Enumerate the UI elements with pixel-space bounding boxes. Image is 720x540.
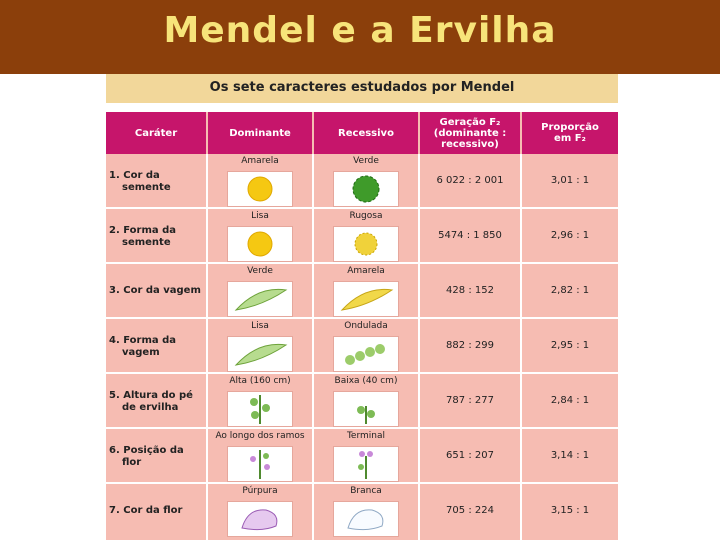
recessive-trait-label: Amarela (347, 266, 385, 276)
row-label (109, 225, 207, 249)
yellow-smooth-seed-icon (227, 171, 293, 207)
recessive-trait-label: Branca (350, 486, 382, 496)
recessive-trait-label: Baixa (40 cm) (334, 376, 398, 386)
column-header-proporcao (522, 112, 618, 154)
row-label-line1: 4. Forma da (109, 335, 177, 346)
row-label-line2: vagem (122, 347, 160, 358)
column-header-geracao (420, 112, 520, 154)
f2-ratio: 3,14 : 1 (550, 450, 590, 461)
white-flower-icon (333, 501, 399, 537)
column-header-recessivo-label: Recessivo (338, 127, 394, 139)
dominant-trait-label: Ao longo dos ramos (215, 431, 305, 441)
row-label (109, 445, 207, 469)
column-header-geracao-line1: Geração F₂ (439, 116, 501, 128)
table-row (106, 374, 618, 429)
terminal-flower-icon (333, 446, 399, 482)
purple-flower-icon (227, 501, 293, 537)
spacer-band (106, 103, 618, 112)
f2-count: 882 : 299 (446, 340, 494, 351)
green-pod-icon (227, 281, 293, 317)
f2-ratio: 2,84 : 1 (550, 395, 590, 406)
column-header-geracao-line3: recessivo) (441, 138, 499, 150)
f2-ratio: 3,01 : 1 (550, 175, 590, 186)
row-label-line1: 6. Posição da (109, 445, 184, 456)
green-seed-icon (333, 171, 399, 207)
figure-title: Os sete caracteres estudados por Mendel (209, 80, 515, 95)
f2-count: 5474 : 1 850 (438, 230, 502, 241)
tall-plant-icon (227, 391, 293, 427)
row-label-line2: flor (122, 457, 142, 468)
dominant-trait-label: Amarela (241, 156, 279, 166)
table-row (106, 319, 618, 374)
table-row (106, 154, 618, 209)
column-header-proporcao-line2: em F₂ (554, 133, 586, 144)
column-header-recessivo (314, 112, 418, 154)
f2-count: 705 : 224 (446, 505, 494, 516)
recessive-trait-label: Rugosa (349, 211, 383, 221)
table-row (106, 429, 618, 484)
column-header-proporcao-line1: Proporção (541, 122, 599, 133)
row-label-line2: semente (122, 182, 171, 193)
row-label-line1: 2. Forma da (109, 225, 177, 236)
dominant-trait-label: Lisa (251, 321, 269, 331)
f2-count: 6 022 : 2 001 (436, 175, 504, 186)
dominant-trait-label: Lisa (251, 211, 269, 221)
page-title: Mendel e a Ervilha (163, 10, 557, 51)
column-header-carater (106, 112, 206, 154)
row-label (109, 170, 207, 194)
column-header-geracao-line2: (dominante : (433, 127, 507, 139)
wrinkled-seed-icon (333, 226, 399, 262)
f2-count: 651 : 207 (446, 450, 494, 461)
f2-ratio: 2,82 : 1 (550, 285, 590, 296)
table-row (106, 484, 618, 539)
f2-count: 428 : 152 (446, 285, 494, 296)
smooth-pod-icon (227, 336, 293, 372)
column-header-dominante (208, 112, 312, 154)
row-label (109, 390, 207, 414)
table-row (106, 264, 618, 319)
recessive-trait-label: Terminal (346, 431, 386, 441)
axial-flower-icon (227, 446, 293, 482)
recessive-trait-label: Ondulada (344, 321, 388, 331)
row-label-line1: 5. Altura do pé (109, 390, 193, 401)
column-header-dominante-label: Dominante (229, 127, 291, 139)
table-row (106, 209, 618, 264)
row-label-line2: de ervilha (122, 402, 179, 413)
smooth-seed-icon (227, 226, 293, 262)
row-label (109, 335, 207, 359)
constricted-pod-icon (333, 336, 399, 372)
mendel-table-figure (106, 74, 618, 540)
row-label-line2: semente (122, 237, 171, 248)
f2-ratio: 2,96 : 1 (550, 230, 590, 241)
short-plant-icon (333, 391, 399, 427)
recessive-trait-label: Verde (353, 156, 379, 166)
yellow-pod-icon (333, 281, 399, 317)
f2-ratio: 2,95 : 1 (550, 340, 590, 351)
row-label (109, 285, 207, 297)
row-label-line1: 7. Cor da flor (109, 505, 183, 516)
row-label-line1: 3. Cor da vagem (109, 285, 201, 296)
f2-count: 787 : 277 (446, 395, 494, 406)
column-header-carater-label: Caráter (134, 127, 178, 139)
row-label (109, 505, 207, 517)
dominant-trait-label: Verde (247, 266, 273, 276)
f2-ratio: 3,15 : 1 (550, 505, 590, 516)
dominant-trait-label: Púrpura (242, 486, 278, 496)
dominant-trait-label: Alta (160 cm) (229, 376, 291, 386)
row-label-line1: 1. Cor da (109, 170, 160, 181)
